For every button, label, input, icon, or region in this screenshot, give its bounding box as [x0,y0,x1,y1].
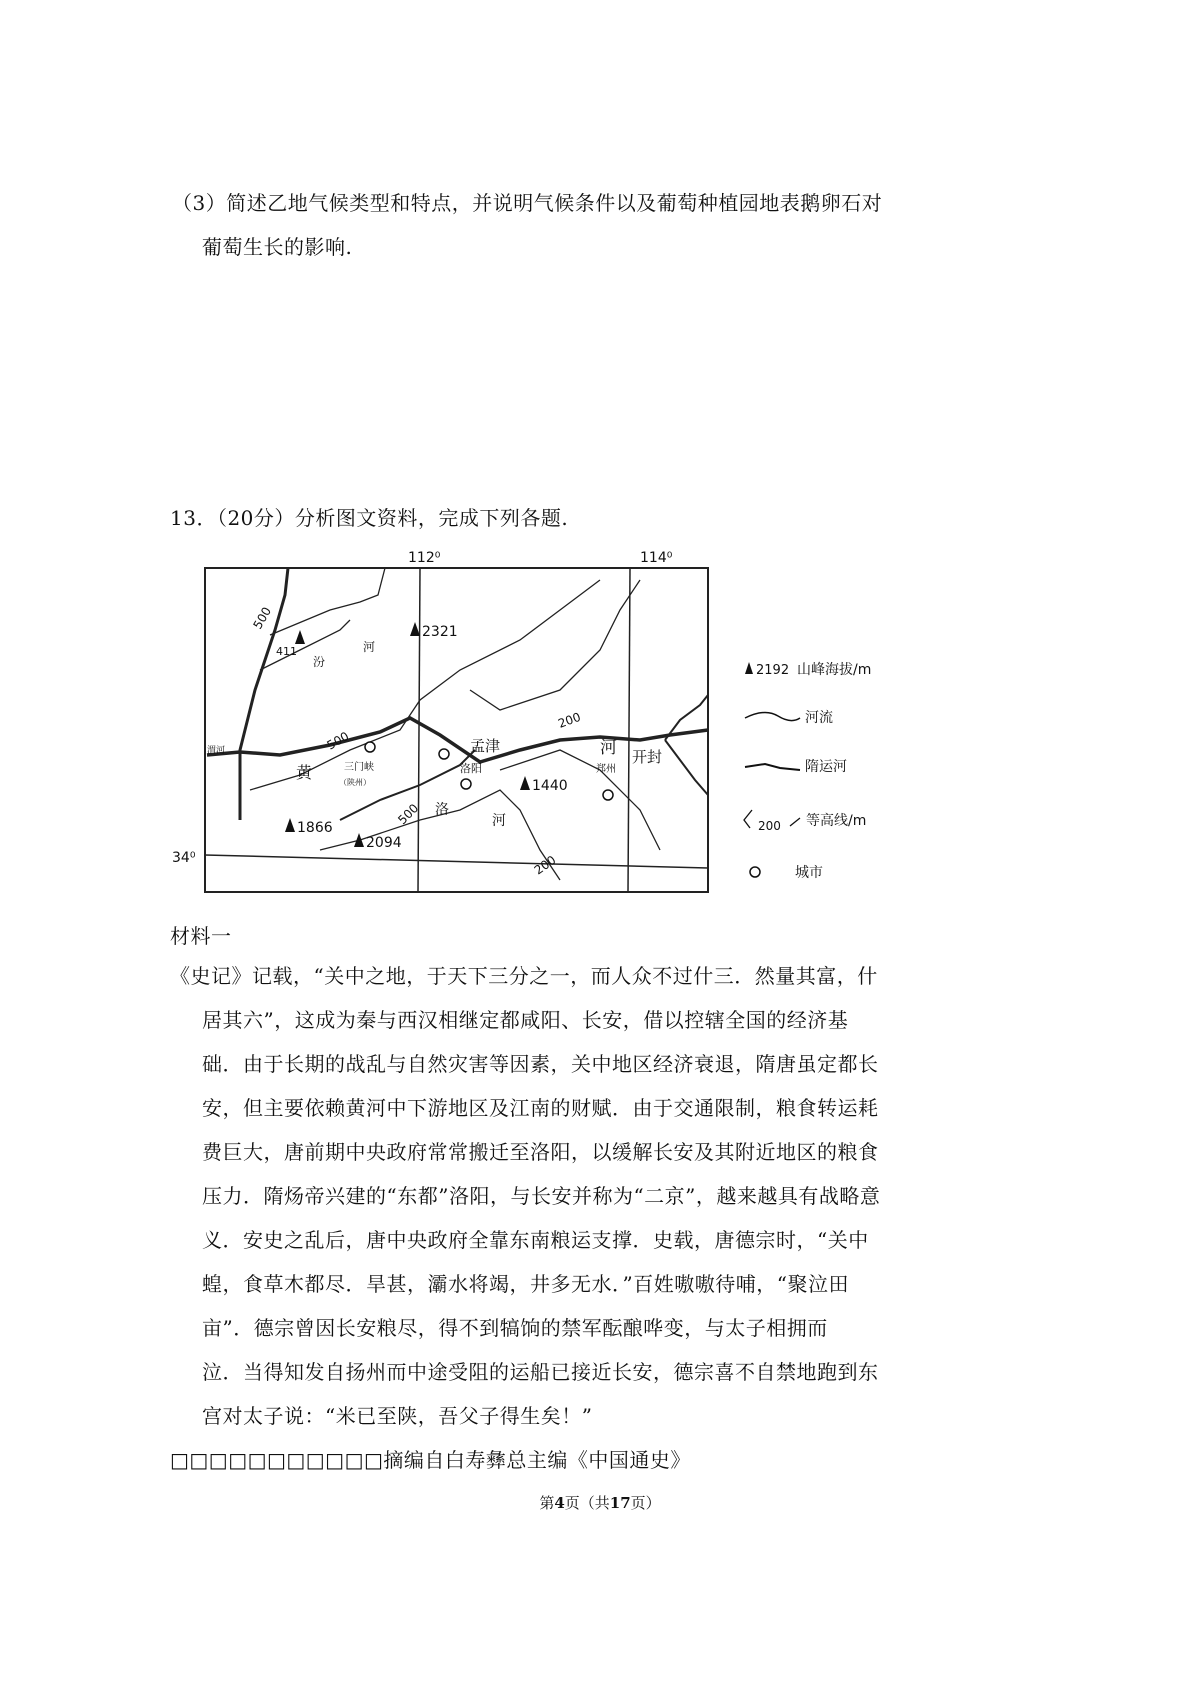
material-1-line: 费巨大，唐前期中央政府常常搬迁至洛阳，以缓解长安及其附近地区的粮食 [202,1140,879,1164]
peak-icon [745,662,753,674]
current-page-number: 4 [554,1494,565,1512]
peak-icon [285,818,295,832]
contour-label: 200 [531,852,559,878]
question-3-line-1: （3）简述乙地气候类型和特点，并说明气候条件以及葡萄种植园地表鹅卵石对 [172,191,883,215]
yellow-river-label: 黄 [296,763,313,782]
city-mengjin-marker [439,749,449,759]
legend-city-label: 城市 [795,865,823,881]
longitude-112-label: 112⁰ [408,550,441,566]
legend-contour-label: 等高线/m [806,813,867,829]
sanmenxia-label: 三门峡 [344,762,374,773]
canal-legend-icon [745,764,800,770]
peak-icon [520,776,530,790]
legend-canal-label: 隋运河 [805,759,847,775]
river-label: 河 [600,738,617,758]
footer-prefix: 第 [539,1494,555,1512]
material-1-source: □□□□□□□□□□□摘编自白寿彝总主编《中国通史》 [170,1448,691,1472]
shanzhou-label: （陕州） [339,778,371,787]
peak-icon [410,622,420,636]
city-legend-icon [750,867,760,877]
page-footer [0,1492,1200,1513]
zhengzhou-label: 郑州 [596,764,616,775]
legend-river-label: 河流 [805,710,833,726]
contour-label: 500 [395,801,422,828]
peak-label: 411 [276,645,297,658]
mengjin-label: 孟津 [470,737,501,755]
material-1-line: 泣．当得知发自扬州而中途受阻的运船已接近长安，德宗喜不自禁地跑到东 [202,1360,879,1384]
city-zhengzhou-marker [603,790,613,800]
material-1-title: 材料一 [170,924,232,948]
wei-river-label: 渭河 [207,746,226,756]
material-1-line: 宫对太子说：“米已至陕，吾父子得生矣！” [202,1404,593,1428]
footer-mid: 页（共 [564,1494,610,1512]
question-3-line-2: 葡萄生长的影响. [202,235,353,259]
material-1-line: 居其六”，这成为秦与西汉相继定都咸阳、长安，借以控辖全国的经济基 [202,1008,849,1032]
yellow-river-map [165,540,905,900]
contour-label: 500 [250,604,275,632]
material-1-line: 亩”．德宗曾因长安粮尽，得不到犒饷的禁军酝酿哗变，与太子相拥而 [202,1316,828,1340]
river-label: 河 [492,813,506,829]
longitude-114-label: 114⁰ [640,550,673,566]
legend-contour-value: 200 [758,819,781,833]
total-pages: 17 [609,1494,631,1512]
legend-peak-value: 2192 [756,663,790,678]
city-luoyang-marker [461,779,471,789]
peak-icon [354,833,364,847]
material-1-line: 压力．隋炀帝兴建的“东都”洛阳，与长安并称为“二京”，越来越具有战略意 [202,1184,881,1208]
footer-suffix: 页） [630,1494,661,1512]
peak-icon [295,630,305,644]
fen-river-label: 汾 [313,655,326,669]
contour-label: 200 [556,709,583,731]
river-label: 河 [363,640,376,654]
luo-river-label: 洛 [435,802,449,818]
material-1-line: 义．安史之乱后，唐中央政府全靠东南粮运支撑．史载，唐德宗时，“关中 [202,1228,869,1252]
river-legend-icon [745,712,800,720]
kaifeng-label: 开封 [632,748,663,766]
contour-label: 500 [324,729,352,753]
material-1-line: 《史记》记载，“关中之地，于天下三分之一，而人众不过什三．然量其富，什 [170,964,878,988]
legend-peak-label: 山峰海拔/m [797,662,872,678]
peak-label: 2321 [422,624,458,640]
latitude-34-label: 34⁰ [172,850,196,866]
peak-label: 2094 [366,835,402,851]
material-1-line: 蝗，食草木都尽．旱甚，灞水将竭，井多无水．”百姓嗷嗷待哺，“聚泣田 [202,1272,849,1296]
city-sanmenxia-marker [365,742,375,752]
question-13-heading: 13．（20分）分析图文资料，完成下列各题. [170,506,569,530]
peak-label: 1440 [532,778,568,794]
luoyang-label: 洛阳 [460,762,482,775]
map-legend [744,661,871,881]
peak-label: 1866 [297,820,333,836]
material-1-line: 安，但主要依赖黄河中下游地区及江南的财赋．由于交通限制，粮食转运耗 [202,1096,879,1120]
material-1-line: 础．由于长期的战乱与自然灾害等因素，关中地区经济衰退，隋唐虽定都长 [202,1052,879,1076]
